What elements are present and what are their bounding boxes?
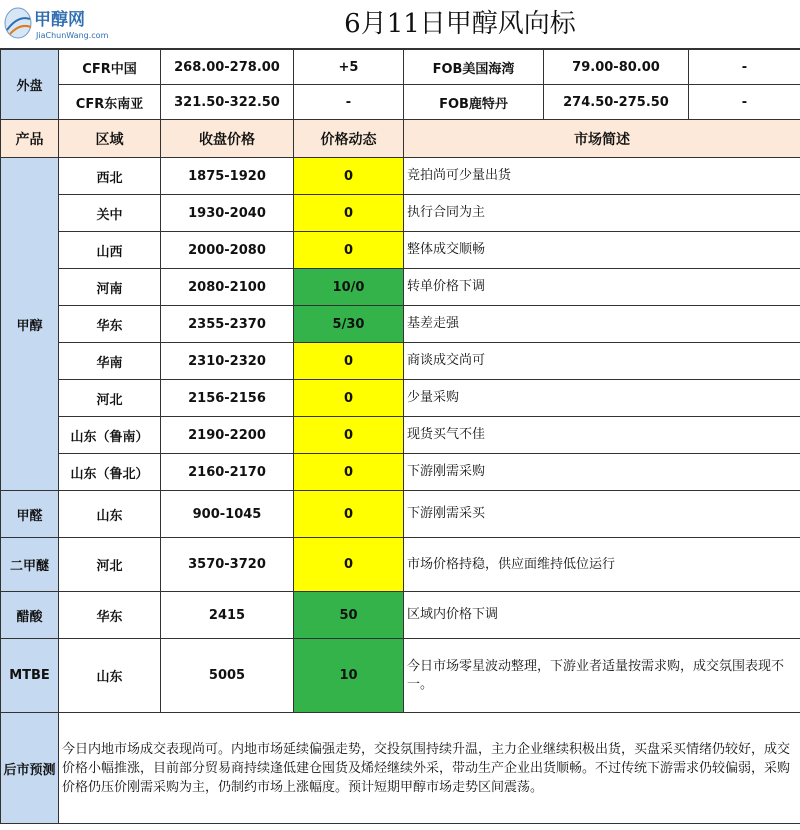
header-product: 产品 [1,120,59,158]
product-row [1,232,800,269]
header-region: 区域 [59,120,161,158]
outer-right-price: 79.00-80.00 [544,50,689,85]
region-cell: 华东 [59,306,161,343]
trend-cell: 0 [294,491,404,538]
price-cell: 1875-1920 [161,158,294,195]
header-row [1,120,800,158]
forecast-label: 后市预测 [1,713,59,824]
desc-cell: 下游刚需采购 [404,454,800,491]
desc-cell: 商谈成交尚可 [404,343,800,380]
product-name: 甲醇 [1,158,59,491]
price-cell: 900-1045 [161,491,294,538]
region-cell: 山东（鲁南） [59,417,161,454]
market-table [0,49,800,824]
trend-cell: 10 [294,639,404,713]
outer-left-price: 321.50-322.50 [161,85,294,120]
product-row [1,592,800,639]
title-bar [0,0,800,49]
region-cell: 华东 [59,592,161,639]
region-cell: 山东 [59,491,161,538]
product-row [1,195,800,232]
region-cell: 山西 [59,232,161,269]
region-cell: 河北 [59,538,161,592]
price-cell: 2000-2080 [161,232,294,269]
logo-text-en: JiaChunWang.com [36,31,109,40]
outer-market-label: 外盘 [1,50,59,120]
product-row [1,343,800,380]
desc-cell: 基差走强 [404,306,800,343]
forecast-text: 今日内地市场成交表现尚可。内地市场延续偏强走势，交投氛围持续升温，主力企业继续积极出货，买盘采买情绪仍较好，成交价格小幅推涨，目前部分贸易商持续逢低建仓囤货及烯烃继续外采，带动生产企业出货顺畅。不过传统下游需求仍较偏弱，采购价格仍压价刚需采购为主，仍制约市场上涨幅度。预计短期甲醇市场走势区间震荡。 [59,713,800,824]
region-cell: 河南 [59,269,161,306]
outer-right-change: - [689,85,800,120]
outer-left-price: 268.00-278.00 [161,50,294,85]
desc-cell: 区域内价格下调 [404,592,800,639]
desc-cell: 今日市场零星波动整理，下游业者适量按需求购，成交氛围表现不一。 [404,639,800,713]
region-cell: 山东（鲁北） [59,454,161,491]
trend-cell: 0 [294,417,404,454]
region-cell: 西北 [59,158,161,195]
desc-cell: 竞拍尚可少量出货 [404,158,800,195]
product-row [1,306,800,343]
trend-cell: 0 [294,538,404,592]
product-name: MTBE [1,639,59,713]
trend-cell: 10/0 [294,269,404,306]
desc-cell: 市场价格持稳，供应面维持低位运行 [404,538,800,592]
header-desc: 市场简述 [404,120,800,158]
price-cell: 2190-2200 [161,417,294,454]
trend-cell: 0 [294,158,404,195]
price-cell: 2156-2156 [161,380,294,417]
region-cell: 河北 [59,380,161,417]
price-cell: 3570-3720 [161,538,294,592]
price-cell: 1930-2040 [161,195,294,232]
outer-market-row [1,85,800,120]
trend-cell: 0 [294,232,404,269]
product-name: 甲醛 [1,491,59,538]
site-logo [2,3,118,45]
price-cell: 2080-2100 [161,269,294,306]
product-row [1,538,800,592]
forecast-row [1,713,800,824]
outer-left-name: CFR东南亚 [59,85,161,120]
outer-left-change: - [294,85,404,120]
product-row [1,639,800,713]
region-cell: 华南 [59,343,161,380]
outer-left-change: +5 [294,50,404,85]
price-cell: 2160-2170 [161,454,294,491]
header-price: 收盘价格 [161,120,294,158]
product-row [1,269,800,306]
product-row [1,417,800,454]
product-row [1,454,800,491]
outer-left-name: CFR中国 [59,50,161,85]
trend-cell: 0 [294,454,404,491]
desc-cell: 少量采购 [404,380,800,417]
trend-cell: 0 [294,195,404,232]
product-name: 二甲醚 [1,538,59,592]
page-title: 6月11日甲醇风向标 [344,9,576,39]
price-cell: 5005 [161,639,294,713]
outer-market-row [1,50,800,85]
outer-right-change: - [689,50,800,85]
price-cell: 2310-2320 [161,343,294,380]
product-row [1,158,800,195]
trend-cell: 0 [294,380,404,417]
logo-text-cn: 甲醇网 [34,10,85,30]
desc-cell: 转单价格下调 [404,269,800,306]
trend-cell: 50 [294,592,404,639]
outer-right-name: FOB鹿特丹 [404,85,544,120]
product-row [1,491,800,538]
region-cell: 关中 [59,195,161,232]
desc-cell: 下游刚需采买 [404,491,800,538]
price-cell: 2355-2370 [161,306,294,343]
desc-cell: 执行合同为主 [404,195,800,232]
price-cell: 2415 [161,592,294,639]
outer-right-price: 274.50-275.50 [544,85,689,120]
region-cell: 山东 [59,639,161,713]
outer-right-name: FOB美国海湾 [404,50,544,85]
product-row [1,380,800,417]
product-name: 醋酸 [1,592,59,639]
desc-cell: 整体成交顺畅 [404,232,800,269]
header-trend: 价格动态 [294,120,404,158]
trend-cell: 5/30 [294,306,404,343]
desc-cell: 现货买气不佳 [404,417,800,454]
trend-cell: 0 [294,343,404,380]
